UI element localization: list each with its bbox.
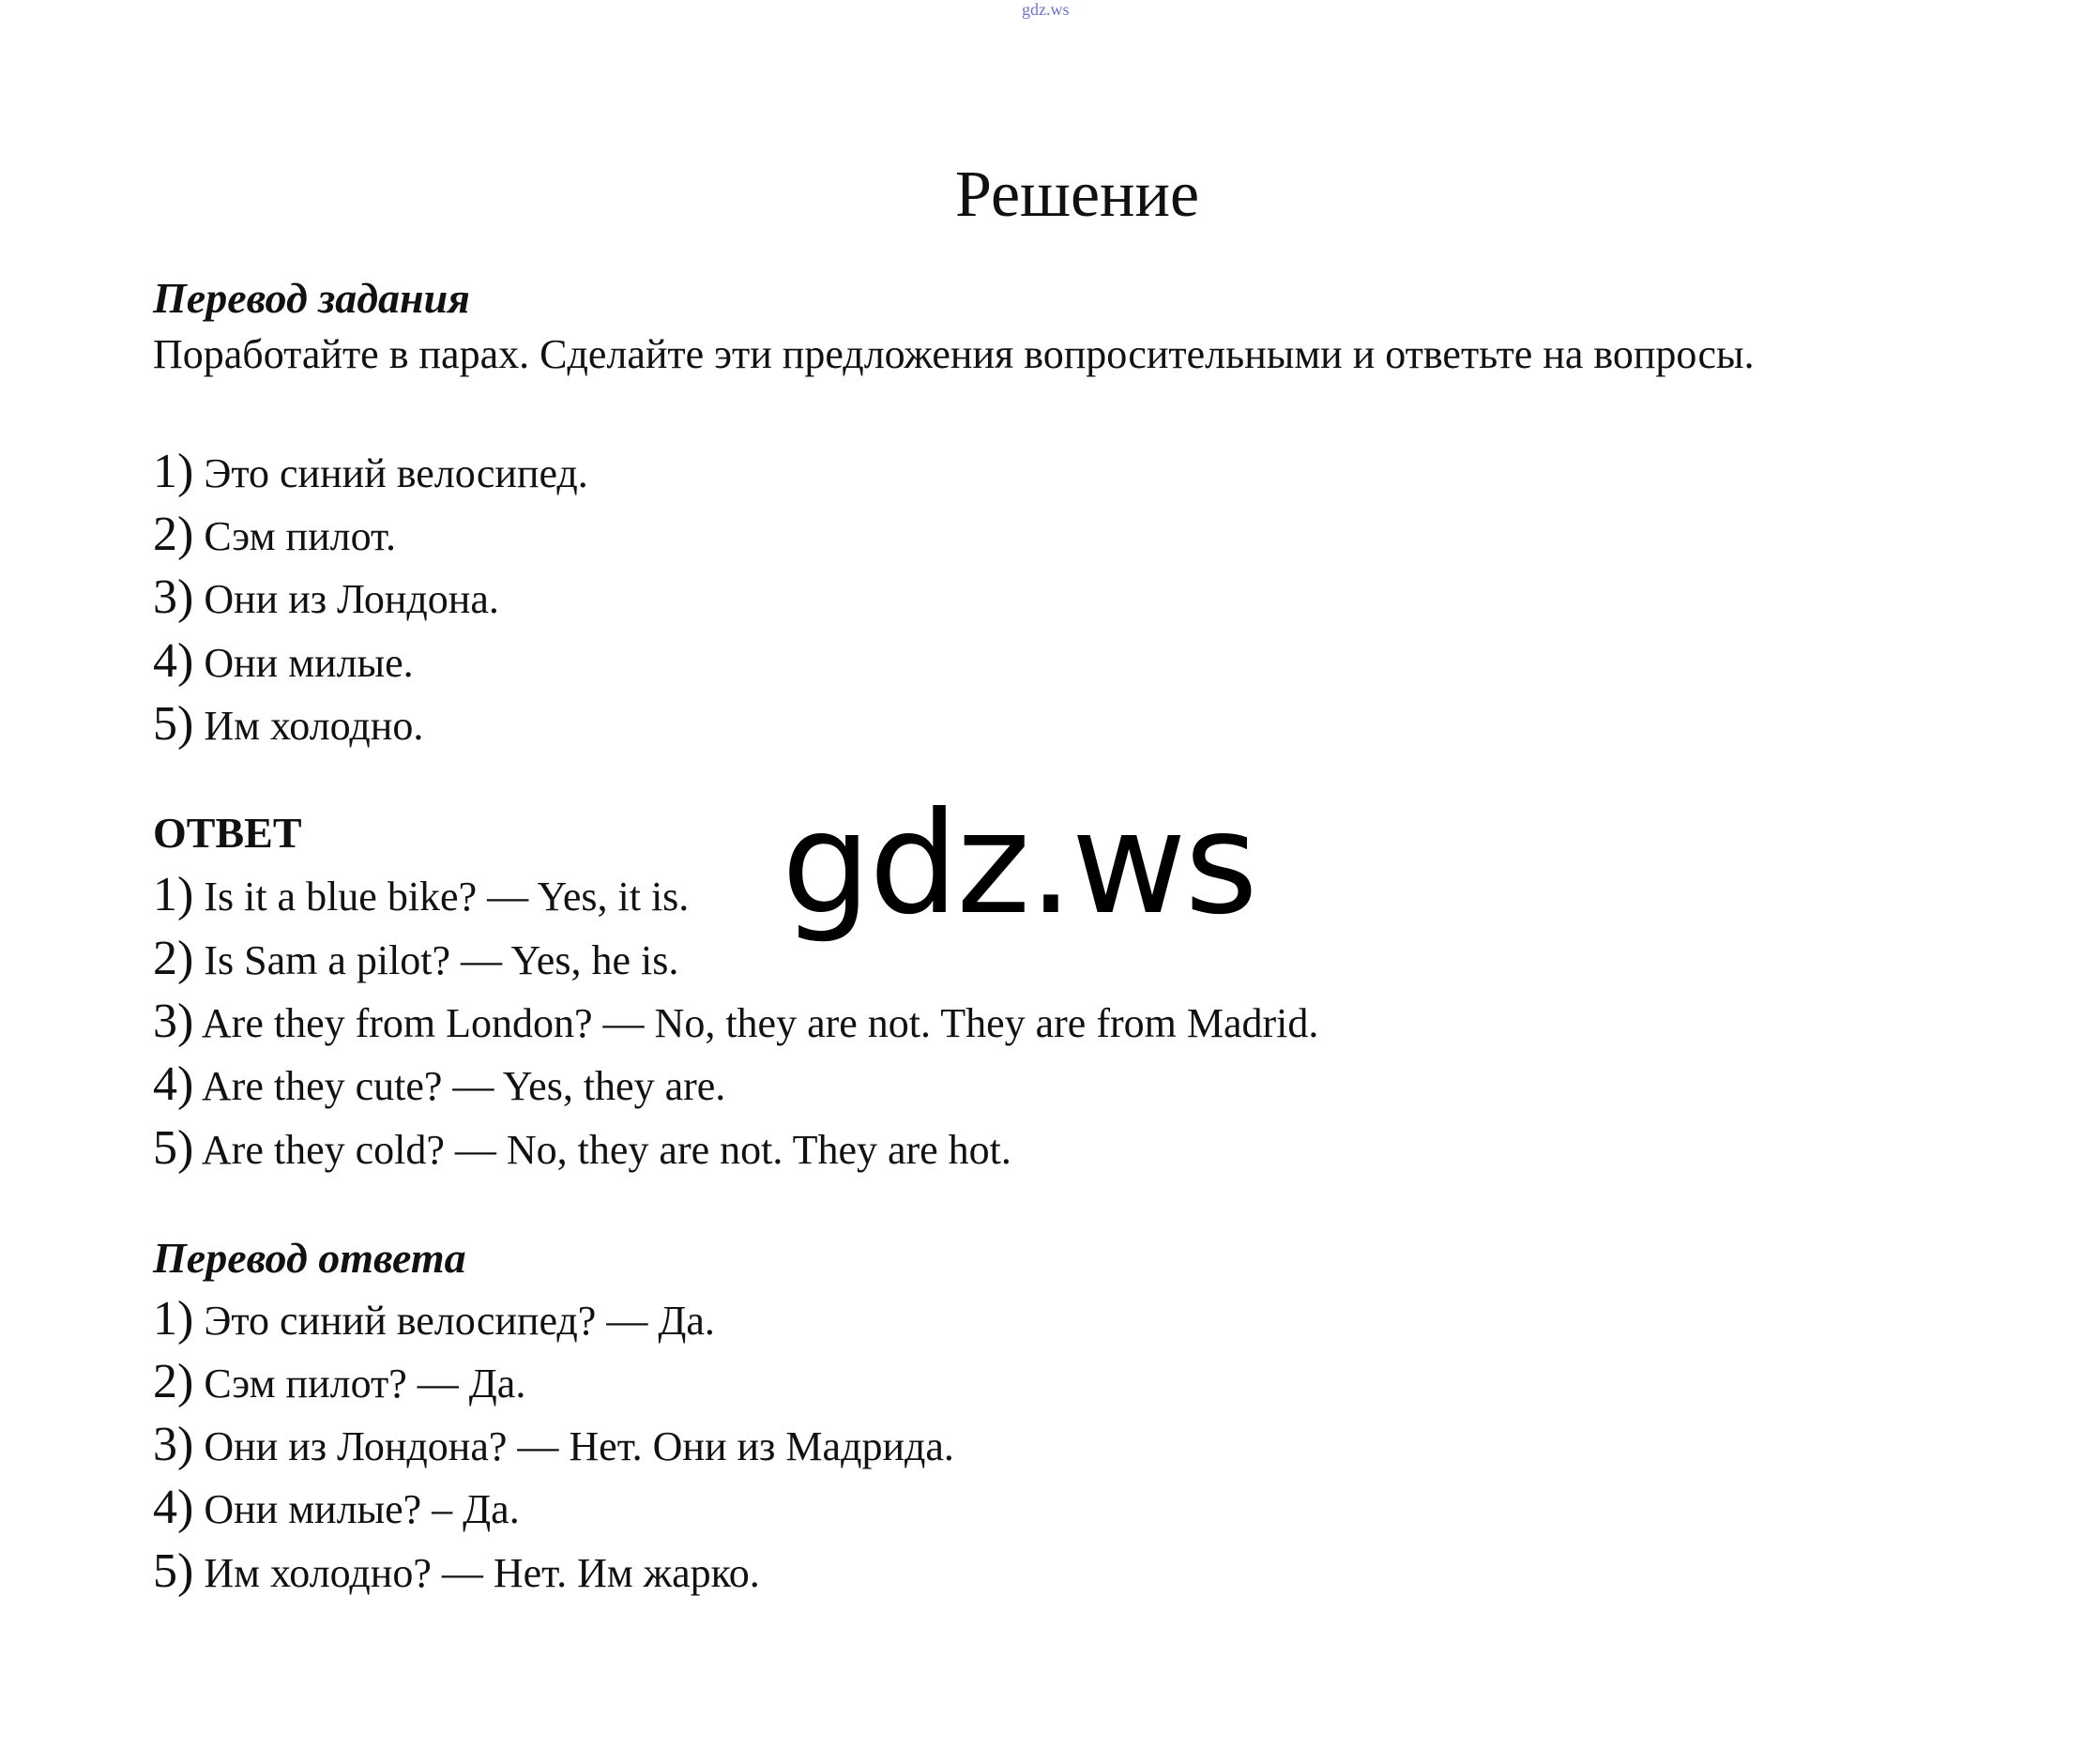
answer-translation-item — [153, 1482, 520, 1536]
item-text: Они из Лондона? — Нет. Они из Мадрида. — [193, 1423, 954, 1469]
item-text: Они милые. — [193, 640, 414, 686]
page-title: Решение — [954, 159, 1200, 231]
item-number: 3) — [153, 995, 194, 1048]
item-number: 4) — [153, 634, 194, 688]
item-text: Are they from London? — No, they are not. They are from Madrid. — [193, 1000, 1319, 1046]
item-number: 2) — [153, 508, 194, 561]
item-number: 3) — [153, 570, 194, 624]
item-text: Сэм пилот. — [193, 513, 396, 559]
item-text: Это синий велосипед? — Да. — [193, 1298, 715, 1344]
answer-item — [153, 996, 1318, 1050]
watermark-logo: gdz.ws — [782, 783, 1256, 946]
item-text: Им холодно? — Нет. Им жарко. — [193, 1550, 760, 1596]
answer-translation-item — [153, 1356, 525, 1410]
site-link[interactable]: gdz.ws — [1022, 0, 1070, 19]
item-number: 4) — [153, 1481, 194, 1534]
item-text: Are they cute? — Yes, they are. — [193, 1063, 726, 1109]
item-text: Is it a blue bike? — Yes, it is. — [193, 874, 690, 920]
answer-item — [153, 1122, 1011, 1177]
answer-item — [153, 1058, 725, 1113]
answer-item — [153, 869, 689, 923]
task-item — [153, 509, 396, 563]
item-text: Им холодно. — [193, 703, 424, 749]
item-number: 4) — [153, 1057, 194, 1111]
answer-translation-item — [153, 1545, 760, 1600]
item-text: Они из Лондона. — [193, 576, 499, 622]
answer-heading: ОТВЕТ — [153, 809, 302, 857]
answer-item — [153, 933, 678, 987]
item-number: 5) — [153, 1544, 194, 1598]
task-translation-text: Поработайте в парах. Сделайте эти предложения вопросительными и ответьте на вопросы. — [153, 331, 1755, 377]
task-translation-heading: Перевод задания — [153, 274, 470, 322]
answer-translation-item — [153, 1419, 954, 1473]
item-text: Сэм пилот? — Да. — [193, 1361, 526, 1407]
task-item — [153, 698, 423, 753]
item-number: 5) — [153, 697, 194, 751]
item-text: Они милые? – Да. — [193, 1486, 520, 1532]
task-item — [153, 446, 588, 500]
item-text: Это синий велосипед. — [193, 450, 588, 496]
answer-translation-item — [153, 1293, 715, 1347]
item-number: 1) — [153, 1292, 194, 1346]
item-number: 1) — [153, 445, 194, 498]
item-text: Are they cold? — No, they are not. They are hot. — [193, 1127, 1011, 1173]
item-number: 2) — [153, 932, 194, 985]
task-item — [153, 571, 499, 626]
item-number: 3) — [153, 1418, 194, 1471]
task-item — [153, 635, 414, 690]
item-text: Is Sam a pilot? — Yes, he is. — [193, 937, 679, 983]
item-number: 2) — [153, 1355, 194, 1408]
item-number: 5) — [153, 1121, 194, 1175]
item-number: 1) — [153, 868, 194, 921]
answer-translation-heading: Перевод ответа — [153, 1234, 466, 1282]
